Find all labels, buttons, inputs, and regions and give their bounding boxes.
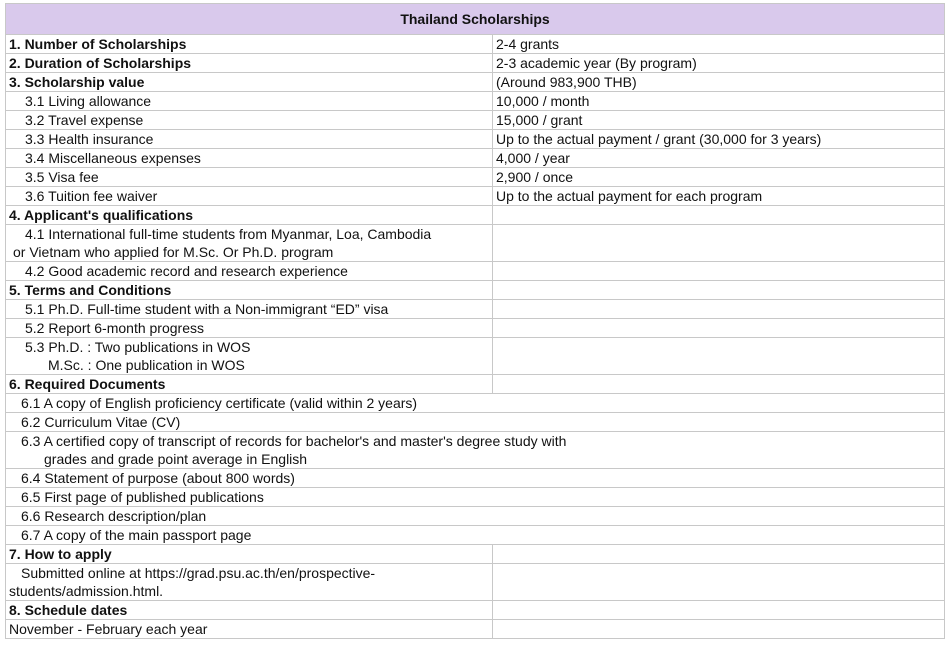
document-6-1[interactable]: 6.1 A copy of English proficiency certificate (valid within 2 years) <box>6 394 945 413</box>
empty-cell[interactable] <box>493 281 945 300</box>
how-to-apply-text[interactable] <box>6 564 493 601</box>
term-5-3-line1: 5.3 Ph.D. : Two publications in WOS <box>25 339 251 355</box>
scholarship-value-total[interactable]: (Around 983,900 THB) <box>493 73 945 92</box>
qualification-4-1-line1: 4.1 International full-time students from Myanmar, Loa, Cambodia <box>25 226 432 242</box>
document-6-3-line2: grades and grade point average in English <box>44 451 308 467</box>
scholarship-value-label[interactable]: 3. Scholarship value <box>6 73 493 92</box>
empty-cell[interactable] <box>493 620 945 639</box>
document-6-6[interactable]: 6.6 Research description/plan <box>6 507 945 526</box>
empty-cell[interactable] <box>493 206 945 225</box>
qualification-4-1-line2: or Vietnam who applied for M.Sc. Or Ph.D. program <box>13 244 334 260</box>
table-title[interactable]: Thailand Scholarships <box>6 4 945 35</box>
term-5-3-line2: M.Sc. : One publication in WOS <box>48 357 245 373</box>
empty-cell[interactable] <box>493 300 945 319</box>
qualifications-label[interactable]: 4. Applicant's qualifications <box>6 206 493 225</box>
tuition-fee-label[interactable]: 3.6 Tuition fee waiver <box>6 187 493 206</box>
duration-value[interactable]: 2-3 academic year (By program) <box>493 54 945 73</box>
documents-label[interactable]: 6. Required Documents <box>6 375 493 394</box>
document-6-5[interactable]: 6.5 First page of published publications <box>6 488 945 507</box>
terms-label[interactable]: 5. Terms and Conditions <box>6 281 493 300</box>
qualification-4-1[interactable] <box>6 225 493 262</box>
document-6-3-line1: 6.3 A certified copy of transcript of records for bachelor's and master's degree study with <box>21 433 567 449</box>
how-to-apply-label[interactable]: 7. How to apply <box>6 545 493 564</box>
health-insurance-label[interactable]: 3.3 Health insurance <box>6 130 493 149</box>
scholarship-table <box>5 3 945 639</box>
document-6-7[interactable]: 6.7 A copy of the main passport page <box>6 526 945 545</box>
misc-expenses-label[interactable]: 3.4 Miscellaneous expenses <box>6 149 493 168</box>
term-5-1[interactable]: 5.1 Ph.D. Full-time student with a Non-immigrant “ED” visa <box>6 300 493 319</box>
how-to-apply-line2: students/admission.html. <box>9 583 164 599</box>
document-6-2[interactable]: 6.2 Curriculum Vitae (CV) <box>6 413 945 432</box>
empty-cell[interactable] <box>493 564 945 601</box>
travel-expense-value[interactable]: 15,000 / grant <box>493 111 945 130</box>
schedule-label[interactable]: 8. Schedule dates <box>6 601 493 620</box>
empty-cell[interactable] <box>493 319 945 338</box>
living-allowance-label[interactable]: 3.1 Living allowance <box>6 92 493 111</box>
term-5-3[interactable] <box>6 338 493 375</box>
how-to-apply-line1: Submitted online at https://grad.psu.ac.th/en/prospective- <box>21 565 376 581</box>
document-6-4[interactable]: 6.4 Statement of purpose (about 800 words) <box>6 469 945 488</box>
visa-fee-label[interactable]: 3.5 Visa fee <box>6 168 493 187</box>
visa-fee-value[interactable]: 2,900 / once <box>493 168 945 187</box>
empty-cell[interactable] <box>493 545 945 564</box>
health-insurance-value[interactable]: Up to the actual payment / grant (30,000 for 3 years) <box>493 130 945 149</box>
empty-cell[interactable] <box>493 601 945 620</box>
empty-cell[interactable] <box>493 375 945 394</box>
empty-cell[interactable] <box>493 262 945 281</box>
schedule-value[interactable]: November - February each year <box>6 620 493 639</box>
empty-cell[interactable] <box>493 338 945 375</box>
number-of-scholarships-value[interactable]: 2-4 grants <box>493 35 945 54</box>
duration-label[interactable]: 2. Duration of Scholarships <box>6 54 493 73</box>
living-allowance-value[interactable]: 10,000 / month <box>493 92 945 111</box>
empty-cell[interactable] <box>493 225 945 262</box>
number-of-scholarships-label[interactable]: 1. Number of Scholarships <box>6 35 493 54</box>
travel-expense-label[interactable]: 3.2 Travel expense <box>6 111 493 130</box>
document-6-3[interactable] <box>6 432 945 469</box>
qualification-4-2[interactable]: 4.2 Good academic record and research experience <box>6 262 493 281</box>
term-5-2[interactable]: 5.2 Report 6-month progress <box>6 319 493 338</box>
tuition-fee-value[interactable]: Up to the actual payment for each program <box>493 187 945 206</box>
misc-expenses-value[interactable]: 4,000 / year <box>493 149 945 168</box>
